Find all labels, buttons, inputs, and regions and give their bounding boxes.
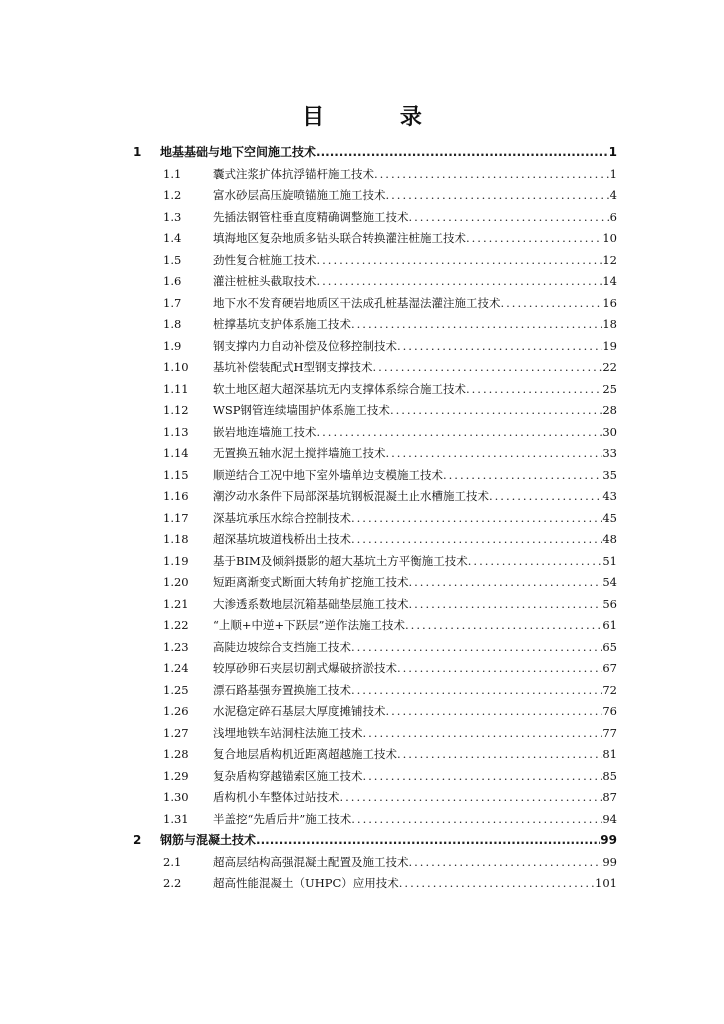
section-entry-text — [213, 314, 617, 336]
section-page-number: 72 — [602, 682, 617, 697]
section-page-number: 14 — [602, 274, 617, 288]
section-entry-text — [213, 723, 617, 745]
toc-section-entry[interactable] — [0, 723, 724, 745]
dot-leader — [340, 787, 603, 809]
section-entry-text — [213, 271, 617, 293]
toc-section-entry[interactable] — [0, 336, 724, 358]
toc-section-entry[interactable] — [0, 787, 724, 809]
section-title: 漂石路基强夯置换施工技术 — [213, 682, 351, 697]
section-number: 1.18 — [163, 532, 189, 546]
toc-section-entry[interactable] — [0, 228, 724, 250]
section-page-number: 16 — [602, 295, 617, 310]
section-entry-text — [213, 379, 617, 401]
dot-leader — [316, 142, 609, 164]
dot-leader — [501, 293, 603, 315]
section-page-number: 61 — [602, 618, 617, 632]
section-number: 1.30 — [163, 790, 189, 804]
section-entry-text — [213, 766, 617, 788]
section-title: 较厚砂卵石夹层切割式爆破挤淤技术 — [213, 661, 397, 675]
section-number: 1.20 — [163, 575, 189, 589]
dot-leader — [351, 637, 602, 659]
section-entry-text — [213, 357, 617, 379]
section-page-number: 67 — [602, 661, 617, 675]
toc-section-entry[interactable] — [0, 744, 724, 766]
section-entry-text — [213, 250, 617, 272]
toc-section-entry[interactable] — [0, 486, 724, 508]
section-number: 1.25 — [163, 682, 189, 697]
section-title: 复杂盾构穿越锚索区施工技术 — [213, 768, 363, 783]
section-title: 潮汐动水条件下局部深基坑钢板混凝土止水槽施工技术 — [213, 489, 489, 503]
dot-leader — [409, 207, 610, 229]
section-number: 1.9 — [163, 338, 182, 353]
toc-section-entry[interactable] — [0, 379, 724, 401]
toc-section-entry[interactable] — [0, 508, 724, 530]
section-page-number: 101 — [595, 876, 617, 890]
section-entry-text — [213, 293, 617, 315]
table-of-contents — [0, 142, 724, 895]
dot-leader — [409, 594, 603, 616]
section-entry-text — [213, 787, 617, 809]
section-title: WSP钢管连续墙围护体系施工技术 — [213, 403, 390, 417]
dot-leader — [409, 852, 603, 874]
dot-leader — [351, 529, 602, 551]
dot-leader — [466, 379, 602, 401]
dot-leader — [256, 830, 600, 852]
section-entry-text — [213, 336, 617, 358]
section-title: 复合地层盾构机近距离超越施工技术 — [213, 747, 397, 761]
section-page-number: 12 — [602, 252, 617, 267]
toc-chapter-entry[interactable] — [0, 142, 724, 164]
toc-section-entry[interactable] — [0, 465, 724, 487]
section-number: 1.3 — [163, 209, 182, 224]
section-page-number: 65 — [602, 639, 617, 654]
section-number: 1.8 — [163, 317, 182, 331]
toc-section-entry[interactable] — [0, 271, 724, 293]
dot-leader — [363, 766, 603, 788]
section-number: 1.16 — [163, 489, 189, 503]
toc-section-entry[interactable] — [0, 529, 724, 551]
section-entry-text — [213, 701, 617, 723]
chapter-title: 钢筋与混凝土技术 — [160, 833, 257, 847]
section-page-number: 85 — [602, 768, 617, 783]
chapter-page-number: 1 — [608, 145, 617, 159]
section-entry-text — [213, 228, 617, 250]
section-title: 半盖挖“先盾后井”施工技术 — [213, 811, 352, 826]
toc-section-entry[interactable] — [0, 637, 724, 659]
section-page-number: 35 — [602, 467, 617, 482]
dot-leader — [390, 400, 602, 422]
toc-chapter-entry[interactable] — [0, 830, 724, 852]
dot-leader — [386, 443, 603, 465]
toc-section-entry[interactable] — [0, 852, 724, 874]
section-entry-text — [213, 744, 617, 766]
section-entry-text — [213, 486, 617, 508]
dot-leader — [397, 658, 602, 680]
section-title: 浅埋地铁车站洞柱法施工技术 — [213, 725, 363, 740]
section-title: 高陡边坡综合支挡施工技术 — [213, 639, 351, 654]
section-number: 1.15 — [163, 467, 189, 482]
chapter-entry-text — [160, 142, 617, 164]
dot-leader — [405, 615, 602, 637]
section-page-number: 4 — [609, 188, 617, 202]
section-title: 超深基坑坡道栈桥出土技术 — [213, 532, 351, 546]
section-page-number: 28 — [602, 403, 617, 417]
toc-section-entry[interactable] — [0, 422, 724, 444]
section-number: 1.26 — [163, 704, 189, 718]
section-number: 1.21 — [163, 596, 189, 611]
section-title: 填海地区复杂地质多钻头联合转换灌注桩施工技术 — [213, 231, 466, 245]
dot-leader — [466, 228, 602, 250]
chapter-number: 1 — [133, 145, 142, 159]
section-page-number: 48 — [602, 532, 617, 546]
dot-leader — [386, 701, 603, 723]
section-title: 地下水不发育硬岩地质区干法成孔桩基湿法灌注施工技术 — [213, 295, 501, 310]
section-title: 无置换五轴水泥土搅拌墙施工技术 — [213, 446, 386, 460]
section-number: 1.10 — [163, 360, 189, 374]
section-entry-text — [213, 465, 617, 487]
toc-section-entry[interactable] — [0, 207, 724, 229]
section-title: 劲性复合桩施工技术 — [213, 252, 317, 267]
section-page-number: 77 — [602, 725, 617, 740]
section-entry-text — [213, 852, 617, 874]
section-title: 超高性能混凝土（UHPC）应用技术 — [213, 876, 399, 890]
dot-leader — [397, 336, 602, 358]
toc-section-entry[interactable] — [0, 809, 724, 831]
chapter-title: 地基基础与地下空间施工技术 — [160, 145, 317, 159]
section-title: 软土地区超大超深基坑无内支撑体系综合施工技术 — [213, 381, 466, 396]
toc-section-entry[interactable] — [0, 357, 724, 379]
section-title: 水泥稳定碎石基层大厚度摊铺技术 — [213, 704, 386, 718]
dot-leader — [374, 164, 610, 186]
dot-leader — [386, 185, 610, 207]
dot-leader — [489, 486, 602, 508]
toc-section-entry[interactable] — [0, 572, 724, 594]
section-page-number: 19 — [602, 338, 617, 353]
section-title: 富水砂层高压旋喷锚施工施工技术 — [213, 188, 386, 202]
section-page-number: 1 — [609, 166, 617, 181]
section-number: 1.12 — [163, 403, 189, 417]
section-entry-text — [213, 594, 617, 616]
section-entry-text — [213, 637, 617, 659]
section-number: 1.14 — [163, 446, 189, 460]
section-number: 1.11 — [163, 381, 189, 396]
section-number: 1.17 — [163, 510, 189, 525]
toc-section-entry[interactable] — [0, 594, 724, 616]
dot-leader — [373, 357, 603, 379]
dot-leader — [399, 873, 595, 895]
section-entry-text — [213, 658, 617, 680]
section-title: 顺逆结合工况中地下室外墙单边支模施工技术 — [213, 467, 443, 482]
section-number: 1.2 — [163, 188, 182, 202]
section-entry-text — [213, 680, 617, 702]
section-entry-text — [213, 443, 617, 465]
section-entry-text — [213, 809, 617, 831]
section-title: 深基坑承压水综合控制技术 — [213, 510, 351, 525]
section-page-number: 94 — [602, 811, 617, 826]
toc-section-entry[interactable] — [0, 551, 724, 573]
section-entry-text — [213, 551, 617, 573]
section-page-number: 87 — [602, 790, 617, 804]
section-number: 1.28 — [163, 747, 189, 761]
section-entry-text — [213, 185, 617, 207]
section-page-number: 30 — [602, 424, 617, 439]
toc-section-entry[interactable] — [0, 766, 724, 788]
section-entry-text — [213, 529, 617, 551]
section-number: 1.5 — [163, 252, 182, 267]
chapter-entry-text — [160, 830, 617, 852]
section-number: 1.6 — [163, 274, 182, 288]
dot-leader — [443, 465, 602, 487]
section-number: 1.23 — [163, 639, 189, 654]
section-title: “上顺+中逆+下跃层”逆作法施工技术 — [213, 618, 406, 632]
section-entry-text — [213, 508, 617, 530]
section-page-number: 51 — [602, 553, 617, 568]
section-page-number: 22 — [602, 360, 617, 374]
section-page-number: 45 — [602, 510, 617, 525]
section-title: 钢支撑内力自动补偿及位移控制技术 — [213, 338, 397, 353]
toc-section-entry[interactable] — [0, 701, 724, 723]
dot-leader — [351, 508, 602, 530]
section-title: 超高层结构高强混凝土配置及施工技术 — [213, 854, 409, 869]
section-number: 1.22 — [163, 618, 189, 632]
section-title: 盾构机小车整体过站技术 — [213, 790, 340, 804]
toc-section-entry[interactable] — [0, 314, 724, 336]
dot-leader — [363, 723, 603, 745]
section-number: 1.31 — [163, 811, 189, 826]
section-entry-text — [213, 422, 617, 444]
section-entry-text — [213, 164, 617, 186]
section-title: 基坑补偿装配式H型钢支撑技术 — [213, 360, 373, 374]
section-number: 1.24 — [163, 661, 189, 675]
section-title: 嵌岩地连墙施工技术 — [213, 424, 317, 439]
section-number: 1.4 — [163, 231, 182, 245]
section-title: 短距离渐变式断面大转角扩挖施工技术 — [213, 575, 409, 589]
page-title: 目 录 — [302, 105, 456, 130]
toc-section-entry[interactable] — [0, 615, 724, 637]
section-entry-text — [213, 572, 617, 594]
dot-leader — [351, 809, 602, 831]
section-entry-text — [213, 400, 617, 422]
section-page-number: 76 — [602, 704, 617, 718]
section-number: 1.29 — [163, 768, 189, 783]
section-number: 1.27 — [163, 725, 189, 740]
section-title: 大渗透系数地层沉箱基础垫层施工技术 — [213, 596, 409, 611]
toc-section-entry[interactable] — [0, 443, 724, 465]
section-title: 桩撑基坑支护体系施工技术 — [213, 317, 351, 331]
toc-section-entry[interactable] — [0, 680, 724, 702]
section-page-number: 10 — [602, 231, 617, 245]
section-number: 2.1 — [163, 854, 182, 869]
toc-section-entry[interactable] — [0, 250, 724, 272]
toc-section-entry[interactable] — [0, 658, 724, 680]
section-title: 先插法钢管柱垂直度精确调整施工技术 — [213, 209, 409, 224]
section-number: 1.19 — [163, 553, 189, 568]
dot-leader — [351, 680, 602, 702]
section-entry-text — [213, 873, 617, 895]
section-number: 1.7 — [163, 295, 182, 310]
dot-leader — [317, 250, 603, 272]
section-page-number: 99 — [602, 854, 617, 869]
section-entry-text — [213, 615, 617, 637]
section-title: 囊式注浆扩体抗浮锚杆施工技术 — [213, 166, 374, 181]
section-number: 1.13 — [163, 424, 189, 439]
dot-leader — [397, 744, 602, 766]
chapter-number: 2 — [133, 833, 142, 847]
section-page-number: 18 — [602, 317, 617, 331]
toc-section-entry[interactable] — [0, 293, 724, 315]
section-page-number: 54 — [602, 575, 617, 589]
section-page-number: 33 — [602, 446, 617, 460]
toc-section-entry[interactable] — [0, 873, 724, 895]
dot-leader — [468, 551, 603, 573]
chapter-page-number: 99 — [600, 833, 617, 847]
section-title: 基于BIM及倾斜摄影的超大基坑土方平衡施工技术 — [213, 553, 468, 568]
section-number: 2.2 — [163, 876, 182, 890]
toc-section-entry[interactable] — [0, 164, 724, 186]
section-title: 灌注桩桩头截取技术 — [213, 274, 317, 288]
dot-leader — [317, 422, 603, 444]
section-page-number: 6 — [609, 209, 617, 224]
dot-leader — [317, 271, 603, 293]
section-number: 1.1 — [163, 166, 182, 181]
toc-section-entry[interactable] — [0, 400, 724, 422]
section-page-number: 25 — [602, 381, 617, 396]
section-page-number: 56 — [602, 596, 617, 611]
toc-section-entry[interactable] — [0, 185, 724, 207]
dot-leader — [409, 572, 603, 594]
section-page-number: 43 — [602, 489, 617, 503]
section-entry-text — [213, 207, 617, 229]
section-page-number: 81 — [602, 747, 617, 761]
dot-leader — [351, 314, 602, 336]
